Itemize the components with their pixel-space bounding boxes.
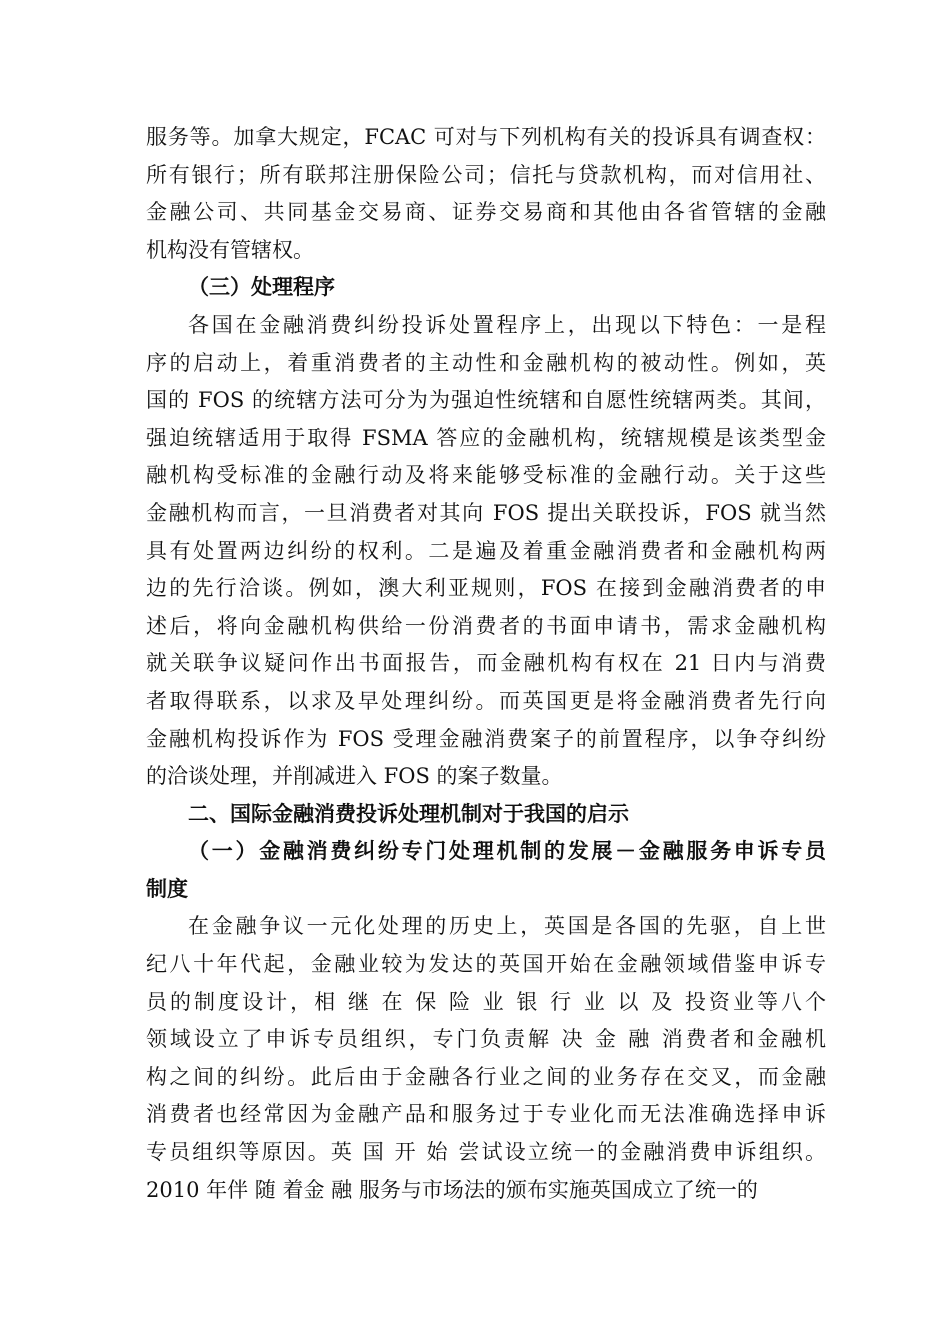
paragraph-line: 述后，将向金融机构供给一份消费者的书面申请书，需求金融机构 xyxy=(146,613,826,638)
section-heading: 制度 xyxy=(146,876,188,901)
section-heading: （一）金融消费纠纷专门处理机制的发展－金融服务申诉专员 xyxy=(188,839,826,864)
paragraph-line: 构之间的纠纷。此后由于金融各行业之间的业务存在交叉，而金融 xyxy=(146,1064,826,1089)
paragraph-line: 领域设立了申诉专员组织，专门负责解 决 金 融 消费者和金融机 xyxy=(146,1027,826,1052)
paragraph-line: 序的启动上，着重消费者的主动性和金融机构的被动性。例如，英 xyxy=(146,350,826,375)
paragraph-line: 的洽谈处理，并削减进入 FOS 的案子数量。 xyxy=(146,764,563,789)
paragraph-line: 专员组织等原因。英 国 开 始 尝试设立统一的金融消费申诉组织。 xyxy=(146,1140,826,1165)
paragraph-line: 金融机构投诉作为 FOS 受理金融消费案子的前置程序，以争夺纠纷 xyxy=(146,726,826,751)
document-body xyxy=(146,119,826,1209)
section-heading: （三）处理程序 xyxy=(188,275,335,300)
paragraph-line: 所有银行；所有联邦注册保险公司；信托与贷款机构，而对信用社、 xyxy=(146,162,826,187)
paragraph-line: 各国在金融消费纠纷投诉处置程序上，出现以下特色：一是程 xyxy=(188,312,826,337)
paragraph-line: 员的制度设计，相 继 在 保 险 业 银 行 业 以 及 投资业等八个 xyxy=(146,989,826,1014)
paragraph-line: 金融机构而言，一旦消费者对其向 FOS 提出关联投诉，FOS 就当然 xyxy=(146,500,826,525)
paragraph-line: 强迫统辖适用于取得 FSMA 答应的金融机构，统辖规模是该类型金 xyxy=(146,425,826,450)
paragraph-line: 机构没有管辖权。 xyxy=(146,237,314,262)
paragraph-line: 纪八十年代起，金融业较为发达的英国开始在金融领域借鉴申诉专 xyxy=(146,952,826,977)
paragraph-line: 消费者也经常因为金融产品和服务过于专业化而无法准确选择申诉 xyxy=(146,1102,826,1127)
paragraph-line: 国的 FOS 的统辖方法可分为为强迫性统辖和自愿性统辖两类。其间， xyxy=(146,388,826,413)
paragraph-line: 服务等。加拿大规定，FCAC 可对与下列机构有关的投诉具有调查权： xyxy=(146,125,826,149)
paragraph-line: 融机构受标准的金融行动及将来能够受标准的金融行动。关于这些 xyxy=(146,463,826,488)
paragraph-line: 边的先行洽谈。例如，澳大利亚规则，FOS 在接到金融消费者的申 xyxy=(146,576,826,601)
paragraph-line: 者取得联系，以求及早处理纠纷。而英国更是将金融消费者先行向 xyxy=(146,688,826,713)
paragraph-line: 在金融争议一元化处理的历史上，英国是各国的先驱，自上世 xyxy=(188,914,826,939)
paragraph-line: 具有处置两边纠纷的权利。二是遍及着重金融消费者和金融机构两 xyxy=(146,538,826,563)
section-heading: 二、国际金融消费投诉处理机制对于我国的启示 xyxy=(188,801,629,826)
paragraph-line: 就关联争议疑问作出书面报告，而金融机构有权在 21 日内与消费 xyxy=(146,651,826,676)
paragraph-line: 金融公司、共同基金交易商、证券交易商和其他由各省管辖的金融 xyxy=(146,200,826,225)
paragraph-line: 2010 年伴 随 着金 融 服务与市场法的颁布实施英国成立了统一的 xyxy=(146,1177,758,1202)
